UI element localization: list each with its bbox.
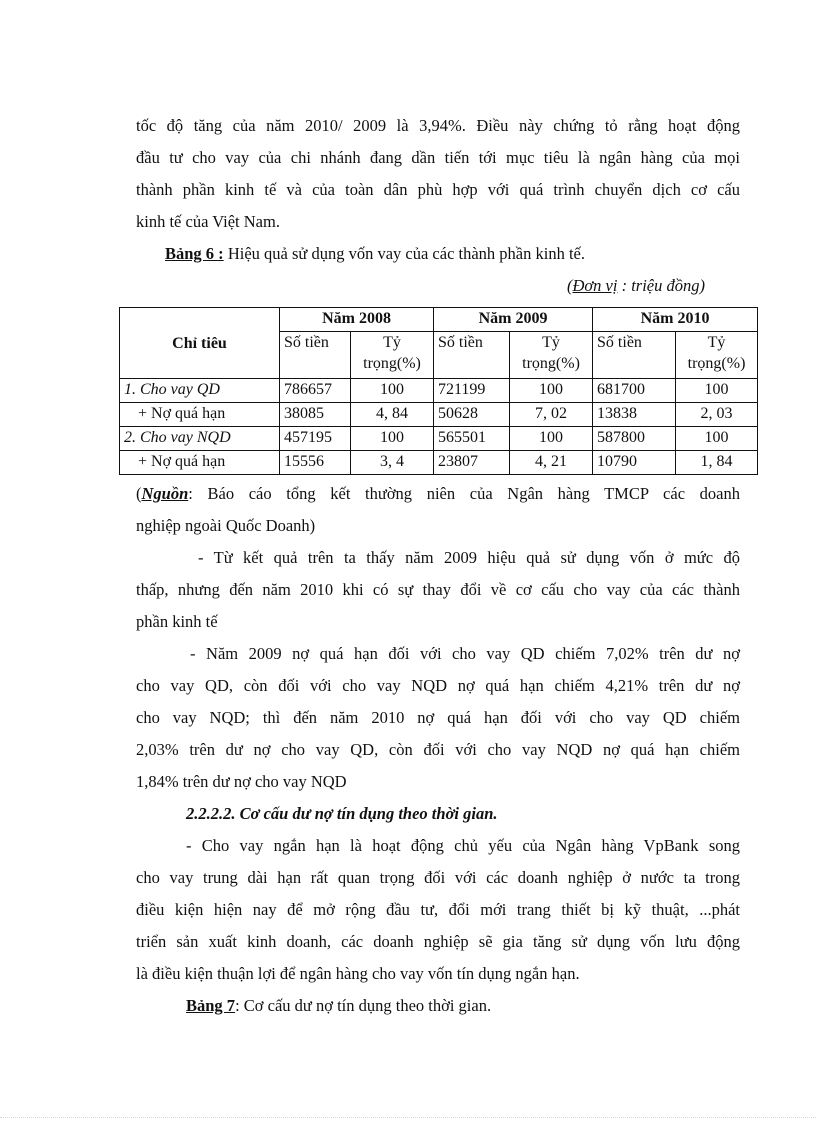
paragraph-3 — [136, 638, 740, 798]
cell: 681700 — [593, 379, 676, 403]
table-row — [120, 379, 758, 403]
source-note — [136, 478, 740, 542]
row-label: + Nợ quá hạn — [120, 403, 280, 427]
text-line: (Nguồn: Báo cáo tổng kết thường niên của Ngân hàng TMCP các doanh — [136, 484, 740, 503]
header-year-2008: Năm 2008 — [280, 308, 434, 332]
table-row — [120, 427, 758, 451]
text-line: điều kiện hiện nay để mở rộng đầu tư, đổi mới trang thiết bị kỹ thuật, ...phát — [136, 900, 740, 919]
cell: 1, 84 — [676, 451, 758, 475]
cell: 565501 — [434, 427, 510, 451]
cell: 7, 02 — [510, 403, 593, 427]
text-line: tốc độ tăng của năm 2010/ 2009 là 3,94%. Điều này chứng tỏ rằng hoạt động — [136, 116, 740, 135]
paragraph-2 — [136, 542, 740, 638]
cell: 721199 — [434, 379, 510, 403]
text-line: là điều kiện thuận lợi để ngân hàng cho vay vốn tín dụng ngắn hạn. — [136, 964, 580, 983]
table-row — [120, 403, 758, 427]
subheader-so-tien: Số tiền — [280, 332, 351, 379]
cell: 10790 — [593, 451, 676, 475]
text-line: phần kinh tế — [136, 612, 218, 631]
text-line: thành phần kinh tế và của toàn dân phù hợp với quá trình chuyển dịch cơ cấu — [136, 180, 740, 199]
text-line: cho vay NQD; thì đến năm 2010 nợ quá hạn đối với cho vay QD chiếm — [136, 708, 740, 727]
cell: 13838 — [593, 403, 676, 427]
subheader-so-tien: Số tiền — [593, 332, 676, 379]
table-row — [120, 451, 758, 475]
table6-caption — [165, 238, 725, 270]
table6-title: Hiệu quả sử dụng vốn vay của các thành phần kinh tế. — [227, 244, 585, 263]
text-line: cho vay trung dài hạn rất quan trọng đối với các doanh nghiệp ở nước ta trong — [136, 868, 740, 887]
cell: 2, 03 — [676, 403, 758, 427]
text-line: 2,03% trên dư nợ cho vay QD, còn đối với cho vay NQD nợ quá hạn chiếm — [136, 740, 740, 759]
text-line: thấp, nhưng đến năm 2010 khi có sự thay đổi về cơ cấu cho vay của các thành — [136, 580, 740, 599]
cell: 100 — [676, 427, 758, 451]
cell: 587800 — [593, 427, 676, 451]
text-line: đầu tư cho vay của chi nhánh đang dần tiến tới mục tiêu là ngân hàng của mọi — [136, 148, 740, 167]
cell: 15556 — [280, 451, 351, 475]
page-bottom-rule — [0, 1117, 816, 1118]
cell: 100 — [351, 427, 434, 451]
header-year-2010: Năm 2010 — [593, 308, 758, 332]
cell: 100 — [510, 379, 593, 403]
unit-value: : triệu đồng) — [617, 276, 705, 295]
cell: 50628 — [434, 403, 510, 427]
text-line: nghiệp ngoài Quốc Doanh) — [136, 516, 316, 535]
table6-unit: (Đơn vị : triệu đồng) — [566, 276, 705, 295]
cell: 786657 — [280, 379, 351, 403]
cell: 23807 — [434, 451, 510, 475]
subheader-ty-trong: Tỷ trọng(%) — [676, 332, 758, 379]
text-line: triển sản xuất kinh doanh, các doanh nghiệp sẽ gia tăng sử dụng vốn lưu động — [136, 932, 740, 951]
source-label: Nguồn — [141, 484, 189, 503]
header-year-2009: Năm 2009 — [434, 308, 593, 332]
table7-caption — [186, 990, 740, 1022]
cell: 100 — [676, 379, 758, 403]
text-line: - Từ kết quả trên ta thấy năm 2009 hiệu quả sử dụng vốn ở mức độ — [198, 548, 740, 567]
subheader-ty-trong: Tỷ trọng(%) — [351, 332, 434, 379]
text-line: kinh tế của Việt Nam. — [136, 212, 280, 231]
subheader-ty-trong: Tỷ trọng(%) — [510, 332, 593, 379]
row-label: 1. Cho vay QD — [120, 379, 280, 403]
cell: 457195 — [280, 427, 351, 451]
table6-label: Bảng 6 : — [165, 244, 224, 263]
section-heading: 2.2.2.2. Cơ cấu dư nợ tín dụng theo thời gian. — [186, 804, 498, 823]
text-line: 1,84% trên dư nợ cho vay NQD — [136, 772, 347, 791]
text-line: - Cho vay ngắn hạn là hoạt động chủ yếu của Ngân hàng VpBank song — [186, 836, 740, 855]
subheader-so-tien: Số tiền — [434, 332, 510, 379]
text-line: cho vay QD, còn đối với cho vay NQD nợ quá hạn chiếm 4,21% trên dư nợ — [136, 676, 740, 695]
table7-label: Bảng 7 — [186, 996, 236, 1015]
row-label: 2. Cho vay NQD — [120, 427, 280, 451]
paragraph-4 — [136, 830, 740, 990]
table-header-row — [120, 308, 758, 332]
table7-title: : Cơ cấu dư nợ tín dụng theo thời gian. — [235, 996, 492, 1015]
cell: 100 — [510, 427, 593, 451]
cell: 38085 — [280, 403, 351, 427]
paragraph-intro — [136, 110, 740, 238]
row-label: + Nợ quá hạn — [120, 451, 280, 475]
cell: 4, 84 — [351, 403, 434, 427]
cell: 100 — [351, 379, 434, 403]
unit-label: Đơn vị — [572, 276, 618, 295]
header-chi-tieu: Chỉ tiêu — [120, 308, 280, 379]
table6 — [119, 307, 758, 475]
cell: 4, 21 — [510, 451, 593, 475]
cell: 3, 4 — [351, 451, 434, 475]
text-line: - Năm 2009 nợ quá hạn đối với cho vay QD chiếm 7,02% trên dư nợ — [190, 644, 740, 663]
